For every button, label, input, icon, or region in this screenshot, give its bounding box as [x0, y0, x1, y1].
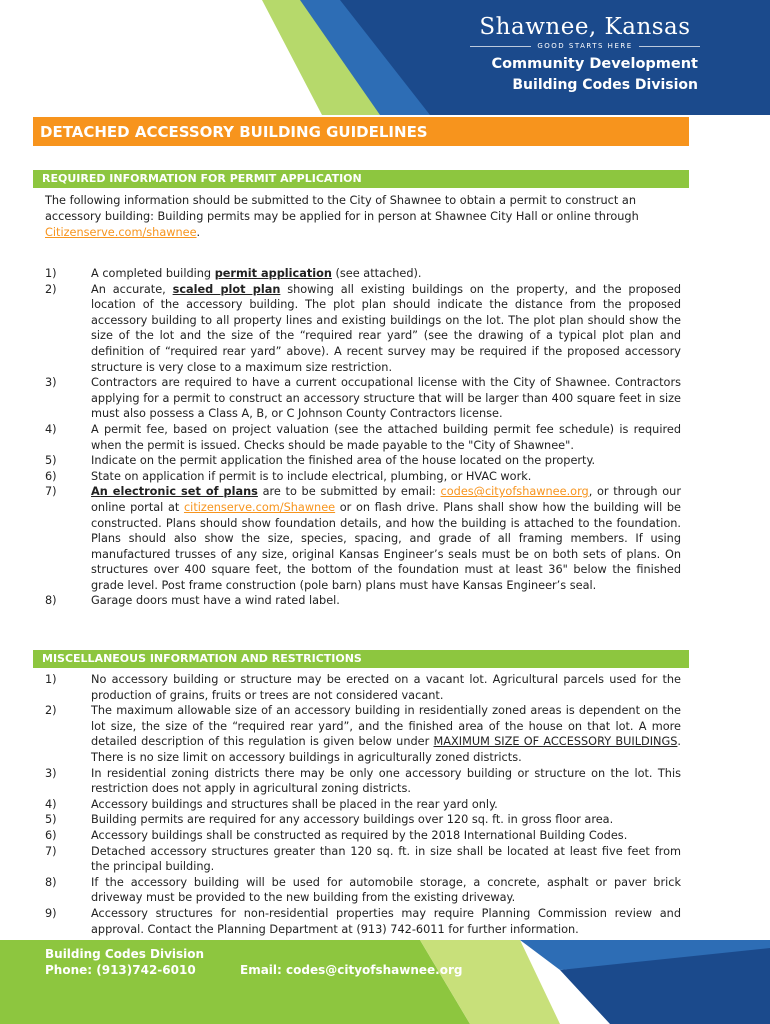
item-text: Accessory buildings and structures shall be placed in the rear yard only. — [91, 797, 498, 811]
item-text: Indicate on the permit application the finished area of the house located on the property. — [91, 454, 596, 468]
item-number: 9) — [45, 906, 57, 920]
item-text: Building permits are required for any accessory buildings over 120 sq. ft. in gross floor area. — [91, 813, 614, 827]
department-block — [491, 56, 698, 93]
misc-info-list — [45, 672, 681, 937]
tagline-rule-left — [470, 46, 531, 47]
item-text: If the accessory building will be used for automobile storage, a concrete, asphalt or paver brick driveway must be provided to the new building from the existing driveway. — [91, 875, 681, 905]
intro-paragraph — [45, 193, 685, 241]
item-text: An accurate, — [91, 282, 173, 296]
item-text: No accessory building or structure may be erected on a vacant lot. Agricultural parcels used for the production of grains, fruits or trees are not considered vacant. — [91, 673, 681, 702]
tagline: GOOD STARTS HERE — [537, 42, 633, 50]
item-text: are to be submitted by email: — [257, 485, 441, 499]
item-number: 8) — [45, 594, 57, 608]
department-name: Community Development — [491, 56, 698, 72]
item-number: 3) — [45, 376, 57, 390]
list-item — [45, 672, 681, 703]
list-item — [45, 375, 681, 422]
item-text: Accessory buildings shall be constructed as required by the 2018 International Building Codes. — [91, 828, 628, 842]
item-number: 3) — [45, 766, 57, 780]
page-title: DETACHED ACCESSORY BUILDING GUIDELINES — [33, 117, 689, 146]
email-link[interactable]: codes@cityofshawnee.org — [440, 485, 589, 499]
list-item — [45, 703, 681, 765]
item-number: 5) — [45, 813, 57, 827]
list-item — [45, 766, 681, 797]
list-item — [45, 484, 681, 593]
item-text: Garage doors must have a wind rated label. — [91, 594, 340, 608]
item-number: 6) — [45, 469, 57, 483]
item-number: 2) — [45, 282, 57, 296]
list-item — [45, 797, 681, 813]
city-name: Shawnee, Kansas — [479, 14, 691, 40]
item-number: 4) — [45, 797, 57, 811]
item-number: 7) — [45, 485, 57, 499]
footer-email[interactable]: Email: codes@cityofshawnee.org — [240, 963, 463, 977]
max-size-reference: MAXIMUM SIZE OF ACCESSORY BUILDINGS — [433, 735, 678, 749]
scaled-plot-plan-link[interactable]: scaled plot plan — [172, 282, 281, 296]
item-text: A completed building — [91, 267, 215, 280]
required-info-list — [45, 266, 681, 609]
list-item — [45, 812, 681, 828]
list-item — [45, 453, 681, 469]
permit-application-link[interactable]: permit application — [214, 267, 332, 280]
item-number: 5) — [45, 454, 57, 468]
list-item — [45, 593, 681, 609]
item-text: State on application if permit is to include electrical, plumbing, or HVAC work. — [91, 469, 532, 483]
list-item — [45, 422, 681, 453]
item-text: or on flash drive. Plans shall show how the building will be constructed. Plans should show foundation details, and how the building is attached to the foundation. Plans should also show the size, species, spacing, and grade of all framing members. If using manufactured trusses of any size, original Kansas Engineer’s seals must be on both sets of plans. On structures over 400 square feet, the bottom of the foundation must at least 36" below the finished grade level. Post frame construction (pole barn) plans must have Kansas Engineer’s seal. — [91, 500, 681, 592]
item-number: 4) — [45, 422, 57, 436]
footer-division: Building Codes Division — [45, 947, 205, 961]
item-text: Detached accessory structures greater than 120 sq. ft. in size shall be located at least five feet from the principal building. — [91, 844, 681, 874]
item-text: Accessory structures for non-residential properties may require Planning Commission review and approval. Contact the Planning Department at (913) 742-6011 for further information. — [91, 906, 681, 936]
footer-contact — [45, 946, 204, 978]
list-item — [45, 844, 681, 875]
item-text: showing all existing buildings on the property, and the proposed location of the accessory building. The plot plan should indicate the distance from the proposed accessory building to all property lines and existing buildings on the lot. The plot plan should show the size of the lot and the size of the “required rear yard” (see the drawing of a typical plot plan and definition of “required rear yard” above). A recent survey may be required if the proposed accessory structure is very close to a maximum size restriction. — [91, 282, 681, 374]
item-number: 7) — [45, 844, 57, 858]
list-item — [45, 828, 681, 844]
item-text: . There is no size limit on accessory buildings in agriculturally zoned districts. — [91, 735, 681, 764]
tagline-rule-right — [639, 46, 700, 47]
division-name: Building Codes Division — [512, 77, 698, 93]
item-text: Contractors are required to have a current occupational license with the City of Shawnee. Contractors applying for a permit to construct an accessory structure that will be larger than 400 square feet in size must also possess a Class A, B, or C Johnson County Contractors license. — [91, 376, 681, 421]
item-number: 2) — [45, 704, 57, 718]
item-number: 1) — [45, 673, 57, 686]
item-text: , or through our online portal at — [91, 485, 681, 514]
citizenserve-link[interactable]: Citizenserve.com/shawnee — [45, 226, 197, 239]
intro-end: . — [196, 226, 201, 239]
item-text: In residential zoning districts there may be only one accessory building or structure on the lot. This restriction does not apply in agricultural zoning districts. — [91, 766, 681, 796]
item-text: A permit fee, based on project valuation (see the attached building permit fee schedule) is required when the permit is issued. Checks should be made payable to the "City of Shawnee". — [91, 422, 681, 452]
item-number: 1) — [45, 267, 57, 280]
section-heading-required-info: REQUIRED INFORMATION FOR PERMIT APPLICATION — [33, 170, 689, 188]
intro-text: The following information should be submitted to the City of Shawnee to obtain a permit to construct an accessory building: Building permits may be applied for in person at Shawnee City Hall or online through — [45, 194, 639, 223]
item-text: (see attached). — [331, 267, 422, 280]
list-item — [45, 906, 681, 937]
section-heading-misc-info: MISCELLANEOUS INFORMATION AND RESTRICTIONS — [33, 650, 689, 668]
list-item — [45, 469, 681, 485]
item-number: 6) — [45, 828, 57, 842]
list-item — [45, 266, 681, 282]
item-text: The maximum allowable size of an accessory building in residentially zoned areas is dependent on the lot size, the size of the “required rear yard”, and the finished area of the house on that lot. A more detailed description of this regulation is given below under — [91, 704, 681, 749]
footer-phone: Phone: (913)742-6010 — [45, 963, 196, 977]
list-item — [45, 875, 681, 906]
item-number: 8) — [45, 875, 57, 889]
citizenserve-portal-link[interactable]: citizenserve.com/Shawnee — [183, 500, 336, 514]
list-item — [45, 282, 681, 376]
electronic-plans-link[interactable]: An electronic set of plans — [91, 485, 258, 499]
city-logo — [470, 14, 700, 50]
